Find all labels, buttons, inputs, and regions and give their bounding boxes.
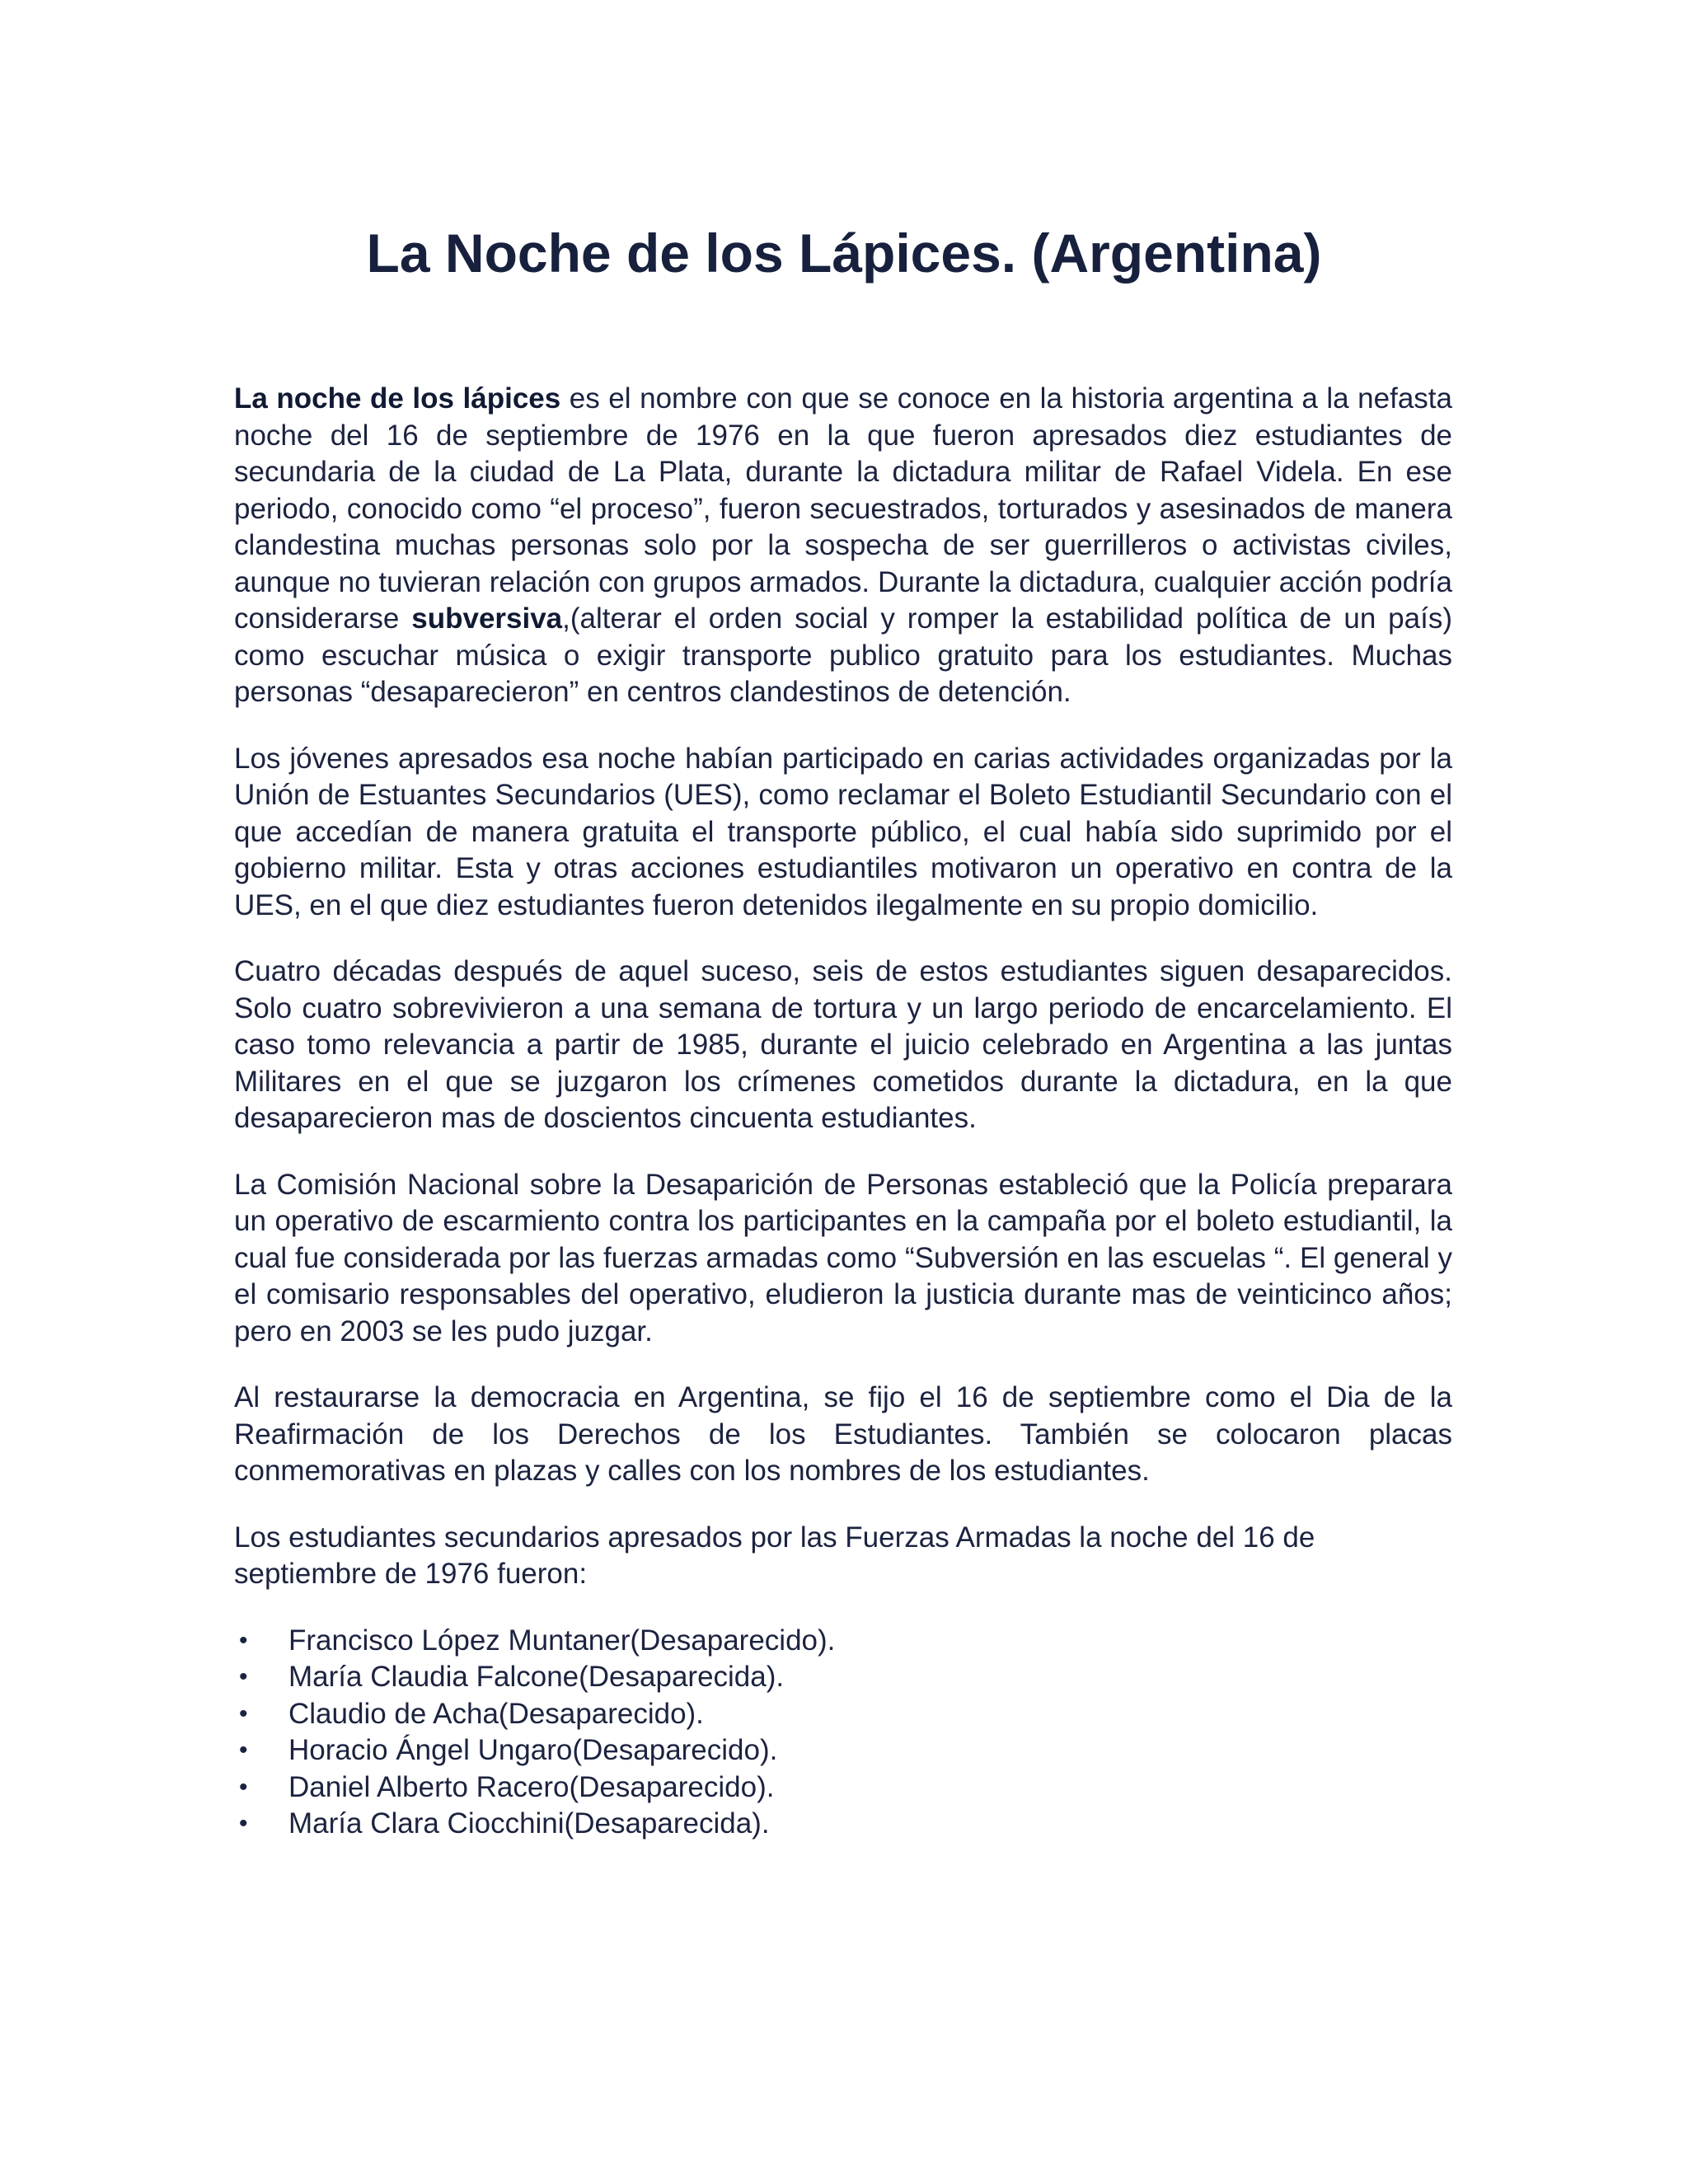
- bullet-icon: •: [239, 1736, 248, 1764]
- bullet-icon: •: [239, 1773, 248, 1801]
- list-item-text: Claudio de Acha(Desaparecido).: [288, 1697, 704, 1730]
- paragraph-democracia: Al restaurarse la democracia en Argentina, se fijo el 16 de septiembre como el Dia de la Reafirmación de los Derechos de los Estudiantes. También se colocaron placas conmemorativas en plazas y calles con los nombres de los estudiantes.: [234, 1381, 1452, 1487]
- bullet-icon: •: [239, 1810, 248, 1837]
- paragraph-comision: La Comisión Nacional sobre la Desaparición de Personas estableció que la Policía preparara un operativo de escarmiento contra los participantes en la campaña por el boleto estudiantil, la cual fue considerada por las fuerzas armadas como “Subversión en las escuelas “. El general y el comisario responsables del operativo, eludieron la justicia durante mas de veinticinco años; pero en 2003 se les pudo juzgar.: [234, 1168, 1452, 1347]
- bullet-icon: •: [239, 1626, 248, 1654]
- bullet-icon: •: [239, 1663, 248, 1690]
- paragraph-intro-text-1: es el nombre con que se conoce en la historia argentina a la nefasta noche del 16 de septiembre de 1976 en la que fueron apresados diez estudiantes de secundaria de la ciudad de La Plata, durante la dictadura militar de Rafael Videla. En ese periodo, conocido como “el proceso”, fueron secuestrados, torturados y asesinados de manera clandestina muchas personas solo por la sospecha de ser guerrilleros o activistas civiles, aunque no tuvieran relación con grupos armados. Durante la dictadura, cualquier acción podría considerarse: [234, 382, 1452, 635]
- list-item-text: María Claudia Falcone(Desaparecida).: [288, 1661, 785, 1693]
- list-item-text: Horacio Ángel Ungaro(Desaparecido).: [288, 1734, 778, 1766]
- list-item-text: Francisco López Muntaner(Desaparecido).: [288, 1624, 836, 1657]
- document-title: La Noche de los Lápices. (Argentina): [366, 223, 1322, 284]
- list-item-text: Daniel Alberto Racero(Desaparecido).: [288, 1770, 775, 1803]
- paragraph-ues: Los jóvenes apresados esa noche habían participado en carias actividades organizadas por la Unión de Estuantes Secundarios (UES), como reclamar el Boleto Estudiantil Secundario con el que accedían de manera gratuita el transporte público, el cual había sido suprimido por el gobierno militar. Esta y otras acciones estudiantiles motivaron un operativo en contra de la UES, en el que diez estudiantes fueron detenidos ilegalmente en su propio domicilio.: [234, 742, 1452, 921]
- paragraph-list-intro: Los estudiantes secundarios apresados por las Fuerzas Armadas la noche del 16 de septiembre de 1976 fueron:: [234, 1521, 1315, 1590]
- list-item: [234, 1659, 1452, 1696]
- bold-term-noche: La noche de los lápices: [234, 382, 561, 415]
- paragraph-decadas: Cuatro décadas después de aquel suceso, seis de estos estudiantes siguen desaparecidos. Solo cuatro sobrevivieron a una semana de tortura y un largo periodo de encarcelamiento. El caso tomo relevancia a partir de 1985, durante el juicio celebrado en Argentina a las juntas Militares en el que se juzgaron los crímenes cometidos durante la dictadura, en la que desaparecieron mas de doscientos cincuenta estudiantes.: [234, 955, 1452, 1134]
- list-item: [234, 1769, 1452, 1807]
- list-item: [234, 1696, 1452, 1733]
- list-item-text: María Clara Ciocchini(Desaparecida).: [288, 1807, 770, 1840]
- list-item: [234, 1623, 1452, 1660]
- list-item: [234, 1806, 1452, 1843]
- bullet-icon: •: [239, 1699, 248, 1727]
- list-item: [234, 1732, 1452, 1769]
- paragraph-intro-text-2: ,(alterar el orden social y romper la estabilidad política de un país) como escuchar música o exigir transporte publico gratuito para los estudiantes. Muchas personas “desaparecieron” en centros clandestinos de detención.: [234, 602, 1452, 708]
- document-body: [234, 381, 1452, 1843]
- paragraph-intro: [234, 381, 1452, 711]
- bold-term-subversiva: subversiva: [411, 602, 563, 635]
- students-list: [234, 1623, 1452, 1843]
